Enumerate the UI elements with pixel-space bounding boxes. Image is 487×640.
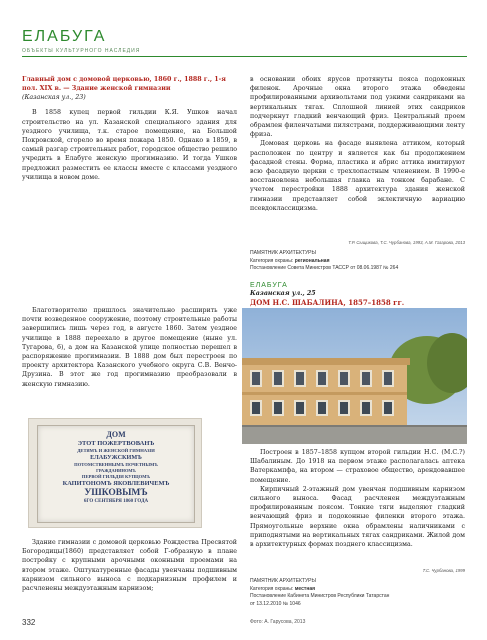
building-photo: [242, 308, 467, 444]
author-credit: Т.С. Чурбанова, 1999: [422, 568, 465, 573]
plaque-line: КАПИТОНОМЪ ЯКОВЛЕВИЧЕМЪ: [62, 480, 170, 488]
plaque-line: ЕЛАБУЖСКИМЪ: [90, 453, 142, 461]
left-text-block-3: [22, 538, 237, 593]
object-heading: ДОМ Н.С. ШАБАЛИНА, 1857–1858 гг.: [250, 298, 405, 307]
protection-info: [250, 578, 465, 608]
header-divider: [22, 56, 467, 57]
plaque-line: УШКОВЫМЪ: [84, 488, 148, 499]
photo-credit: Фото: А. Гарусова, 2013: [250, 619, 306, 625]
category-label: Категория охраны:: [250, 585, 294, 592]
paragraph: Домовая церковь на фасаде выявлена аттиком, который расположен по центру и является как бы продолжением фасадной стены. Форма, пластика и абрис аттика имитируют всю фасадную церкви с трехлопастным членением. В 1990-е восстановлена небольшая главка на тонком барабане. С учетом перестройки 1888 архитектура здания женской гимназии представляет собой эклектичную вариацию псевдоклассицизма.: [250, 140, 465, 212]
left-text-block-2: [22, 306, 237, 389]
paragraph: в основании обоих ярусов протянуты пояса подоконных филенок. Арочные окна второго этажа обведены профилированными архивольтами под узкими сандриками на вертикальных тягах. Сплошной линией этих сандриков подчеркнут гладкий венчающий фриз. Центральный проем обрамлен филенчатыми пилястрами, поддерживающими ленту фриза.: [250, 76, 465, 139]
paragraph: Кирпичный 2-этажный дом увенчан подшивным карнизом сильного выноса. Фасад расчленен междуэтажным профилированным поясом. Тонкие тяги выделяют гладкий венчающий фриз и подоконные филенки второго этажа. Прямоугольные верхние окна обрамлены наличниками с приподнятыми на вертикальных тягах сандриками. Жилой дом в архитектурных формах позднего классицизма.: [250, 485, 465, 549]
left-text-block: [22, 75, 237, 182]
paragraph: Благотворителю пришлось значительно расширить уже почти возведенное сооружение, поэтому строительные работы завершились лишь через год, в августе 1860. Затем уездное училище в 1888 переехало в другое помещение (ныне ул. Тугарова, 6), а дом на Казанской улице полностью перешел в распоряжение прогимназии. В 1888 дом был перестроен по проекту архитектора Казанского учебного округа С.В. Венчо-Друзина. В этот же год прогимназию преобразовали в женскую гимназию.: [22, 307, 237, 388]
protection-info: [250, 250, 465, 273]
plaque-line: ПЕРВОЙ ГИЛЬДІИ КУПЦОМЪ: [81, 473, 151, 479]
plaque-line: ЭТОТ ПОЖЕРТВОВАНЪ: [77, 439, 155, 447]
plaque-line: 6ГО СЕНТЯБРЯ 1860 ГОДА: [83, 499, 149, 505]
plaque-line: ПОТОМСТВЕННЫМЪ ПОЧЕТНЫМЪ: [74, 461, 158, 467]
plaque: [37, 425, 195, 523]
category-label: Категория охраны:: [250, 257, 294, 264]
plaque-line: ДОМ: [106, 430, 126, 439]
town-name: ЕЛАБУГА: [250, 282, 288, 289]
building-photo-image: [242, 308, 467, 444]
plaque-line: ДЕТЯМЪ И ЖЕНСКОЙ ГИМНАЗІИ: [77, 447, 155, 453]
illustration-space: [22, 238, 237, 296]
paragraph: Здание гимназии с домовой церковью Рождества Пресвятой Богородицы(1860) представляет собой Г-образную в плане постройку с крупными арочными оконными проемами на втором этаже. Оштукатуренные фасады увенчаны подшивным карнизом сильного выноса с подкарнизным профилем и расчленены междуэтажным карнизом;: [22, 539, 237, 593]
category-value: местная: [294, 585, 316, 592]
object-address: (Казанская ул., 23): [22, 94, 86, 102]
section-title: ЕЛАБУГА: [22, 28, 107, 45]
section-subtitle: ОБЪЕКТЫ КУЛЬТУРНОГО НАСЛЕДИЯ: [22, 48, 141, 54]
right-text-block: [250, 75, 465, 213]
category-value: региональная: [294, 257, 330, 264]
paragraph: Построен в 1857–1858 купцом второй гильдии Н.С. (М.С.?) Шабалиным. До 1918 на первом этаже располагалась аптека Ватеркампфа, на втором — страховое общество, арендовавшее помещение.: [250, 449, 465, 484]
second-object-heading: [250, 282, 465, 307]
plaque-inscription: [38, 430, 194, 506]
decree: Постановление Совета Министров ТАССР от 08.06.1987 № 264: [250, 265, 399, 271]
right-text-block-2: [250, 448, 465, 549]
object-address: Казанская ул., 25: [250, 290, 316, 297]
paragraph: В 1858 купец первой гильдии К.Я. Ушков начал строительство на ул. Казанской специального здания для уездного училища, т.к. старое помещение, на Большой Покровской, сгорело во время пожара 1850. Однако в 1859, в самый разгар строительных работ, городское общество решило учредить в Елабуге женскую прогимназию. И тогда Ушков предложил разместить ее классы вместе с классами уездного училища в новом доме.: [22, 109, 237, 181]
decree: Постановление Кабинета Министров Республики Татарстан: [250, 593, 390, 599]
object-heading: Главный дом с домовой церковью, 1860 г., 1888 г., 1-я пол. XIX в. — Здание женской гимназии: [22, 76, 226, 93]
decree-date: от 13.12.2010 № 1046: [250, 600, 301, 607]
monument-type: ПАМЯТНИК АРХИТЕКТУРЫ: [250, 250, 316, 256]
monument-type: ПАМЯТНИК АРХИТЕКТУРЫ: [250, 578, 316, 584]
author-credit: Т.Р. Сыщикова, Т.С. Чурбанова, 1993, А.М. Газарова, 2013: [348, 240, 465, 245]
page-number: 332: [22, 618, 36, 627]
plaque-photo: [28, 418, 202, 528]
plaque-line: ГРАЖДАНИНОМЪ: [96, 467, 136, 473]
